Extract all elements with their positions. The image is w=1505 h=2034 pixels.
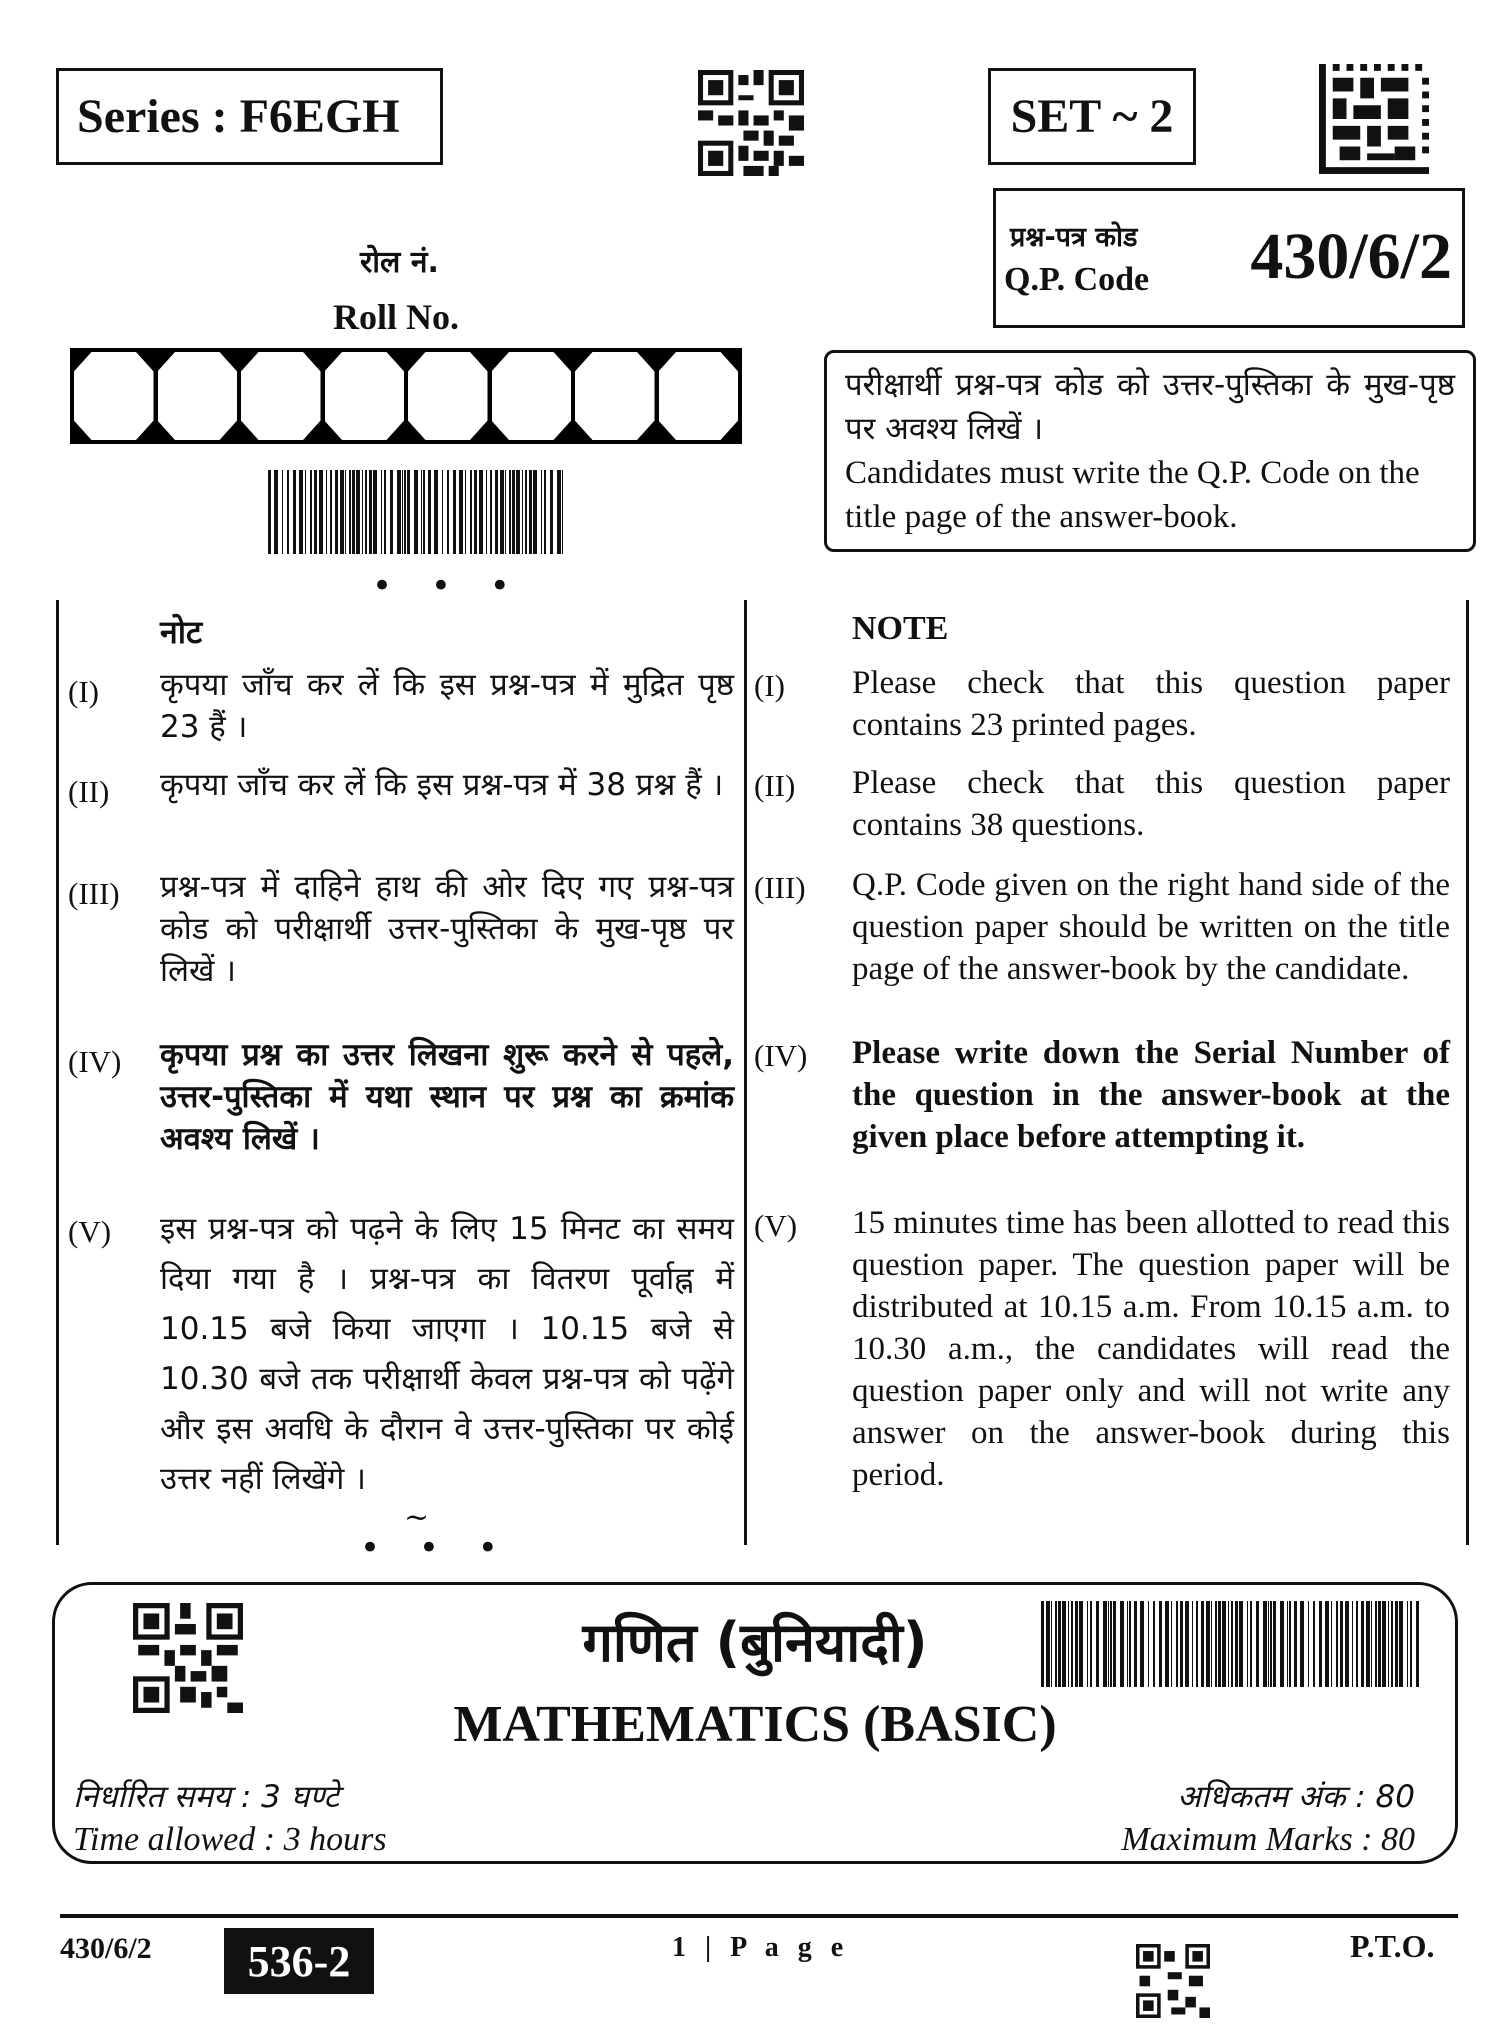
footer-qp-code: 430/6/2: [60, 1932, 152, 1965]
notes-right-border: [1466, 600, 1469, 1545]
note-number: (I): [68, 674, 99, 709]
note-number: (III): [754, 870, 806, 905]
note-number: (V): [68, 1214, 112, 1249]
roll-digit-box[interactable]: [241, 352, 321, 440]
separator-dots: • • •: [372, 566, 524, 606]
qr-code-footer-icon: [1136, 1944, 1210, 2018]
note-5-english: 15 minutes time has been allotted to read this question paper. The question paper will be distributed at 10.15 a.m. From 10.15 a.m. to 10.30 a.m., the candidates will read the question paper only and will not write any answer on the answer-book during this period.: [852, 1205, 1450, 1493]
set-label: SET ~ 2: [1010, 90, 1174, 143]
barcode-subject-icon: [1041, 1601, 1421, 1687]
notice-hindi: परीक्षार्थी प्रश्न-पत्र कोड को उत्तर-पुस्तिका के मुख-पृष्ठ पर अवश्य लिखें ।: [845, 367, 1455, 447]
roll-digit-box[interactable]: [408, 352, 488, 440]
notes-center-divider: [744, 600, 747, 1545]
note-2-english: Please check that this question paper contains 38 questions.: [852, 765, 1450, 843]
note-heading: NOTE: [852, 610, 949, 647]
subject-box: [52, 1582, 1458, 1864]
qr-code-top-icon: [698, 70, 804, 176]
roll-digit-box[interactable]: [158, 352, 238, 440]
max-marks: Maximum Marks : 80: [1121, 1821, 1415, 1858]
separator-dots: • • •: [360, 1528, 512, 1568]
roll-digit-box[interactable]: [74, 352, 154, 440]
note-number: (IV): [754, 1038, 808, 1073]
qp-code-label-hindi: प्रश्न-पत्र कोड: [1010, 222, 1138, 253]
page-number: 1 | P a g e: [672, 1932, 850, 1963]
roll-digit-box[interactable]: [325, 352, 405, 440]
subject-title: MATHEMATICS (BASIC): [453, 1696, 1057, 1753]
note-number: (II): [754, 768, 796, 803]
max-marks-hindi: अधिकतम अंक : 80: [1177, 1779, 1415, 1815]
note-3-english: Q.P. Code given on the right hand side of the question paper should be written on the title page of the answer-book by the candidate.: [852, 867, 1450, 987]
time-allowed: Time allowed : 3 hours: [73, 1821, 387, 1858]
note-number: (IV): [68, 1044, 122, 1079]
note-4-english: Please write down the Serial Number of the question in the answer-book at the given place before attempting it.: [852, 1035, 1450, 1155]
note-4-hindi: कृपया प्रश्न का उत्तर लिखना शुरू करने से पहले, उत्तर-पुस्तिका में यथा स्थान पर प्रश्न का क्रमांक अवश्य लिखें ।: [160, 1037, 734, 1157]
series-box: [56, 68, 443, 165]
note-1-hindi: कृपया जाँच कर लें कि इस प्रश्न-पत्र में मुद्रित पृष्ठ 23 हैं ।: [160, 667, 734, 745]
note-number: (III): [68, 876, 120, 911]
notice-english: Candidates must write the Q.P. Code on the title page of the answer-book.: [845, 455, 1420, 535]
notes-section: [56, 600, 1474, 1545]
note-number: (I): [754, 668, 785, 703]
footer-badge: 536-2: [224, 1928, 374, 1994]
footer-rule: [60, 1914, 1458, 1918]
note-3-hindi: प्रश्न-पत्र में दाहिने हाथ की ओर दिए गए प्रश्न-पत्र कोड को परीक्षार्थी उत्तर-पुस्तिका के मुख-पृष्ठ पर लिखें ।: [160, 869, 734, 989]
roll-digit-box[interactable]: [492, 352, 572, 440]
note-2-hindi: कृपया जाँच कर लें कि इस प्रश्न-पत्र में 38 प्रश्न हैं ।: [160, 767, 724, 803]
roll-digit-box[interactable]: [659, 352, 739, 440]
barcode-icon: [268, 470, 568, 554]
note-number: (V): [754, 1208, 798, 1243]
pto-label: P.T.O.: [1350, 1928, 1435, 1964]
qp-code-value: 430/6/2: [1250, 220, 1452, 293]
notes-left-border: [56, 600, 59, 1545]
qp-code-notice: [824, 350, 1476, 552]
series-label: Series : F6EGH: [77, 90, 400, 143]
roll-label: Roll No.: [333, 297, 459, 337]
set-box: [988, 68, 1196, 165]
tilde-mark: ~: [404, 1500, 430, 1535]
subject-title-hindi: गणित (बुनियादी): [582, 1611, 928, 1674]
note-number: (II): [68, 774, 110, 809]
roll-number-boxes[interactable]: [70, 348, 742, 444]
note-heading-hindi: नोट: [160, 613, 203, 651]
qp-code-label: Q.P. Code: [1004, 261, 1150, 298]
roll-digit-box[interactable]: [575, 352, 655, 440]
roll-label-hindi: रोल नं.: [360, 245, 439, 280]
datamatrix-icon: [1318, 64, 1430, 174]
qp-code-box: [993, 188, 1465, 328]
time-allowed-hindi: निर्धारित समय : 3 घण्टे: [73, 1779, 340, 1815]
note-1-english: Please check that this question paper contains 23 printed pages.: [852, 665, 1450, 743]
note-5-hindi: इस प्रश्न-पत्र को पढ़ने के लिए 15 मिनट का समय दिया गया है । प्रश्न-पत्र का वितरण पूर्वाह्न में 10.15 बजे किया जाएगा । 10.15 बजे से 10.30 बजे तक परीक्षार्थी केवल प्रश्न-पत्र को पढ़ेंगे और इस अवधि के दौरान वे उत्तर-पुस्तिका पर कोई उत्तर नहीं लिखेंगे ।: [160, 1211, 734, 1497]
